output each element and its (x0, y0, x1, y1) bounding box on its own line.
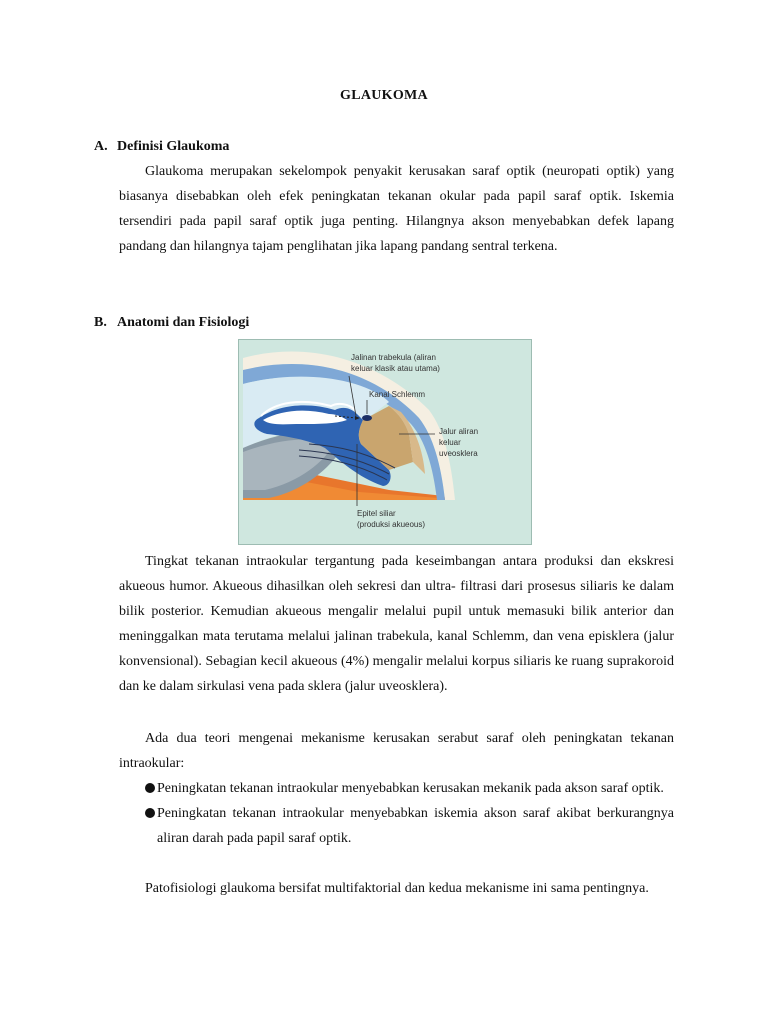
section-b-paragraph-3: Patofisiologi glaukoma bersifat multifaktorial dan kedua mekanisme ini sama pentingnya. (145, 881, 649, 896)
section-a-letter: A. (94, 139, 108, 154)
bullet-text: Peningkatan tekanan intraokular menyebabkan kerusakan mekanik pada akson saraf optik. (157, 781, 664, 796)
label-jalur-line1: Jalur aliran (439, 427, 479, 436)
section-b-paragraph-1: Tingkat tekanan intraokular tergantung pada keseimbangan antara produksi dan ekskresi akueous humor. Akueous dihasilkan oleh sekresi dan ultra- filtrasi dari prosesus siliaris ke dalam bilik posterior. Kemudian akueous mengalir melalui pupil untuk memasuki bilik anterior dan meninggalkan mata terutama melalui jalinan trabekula, kanal Schlemm, dan vena episklera (jalur konvensional). Sebagian kecil akueous (4%) mengalir melalui korpus siliaris ke ruang suprakoroid dan ke dalam sirkulasi vena pada sklera (jalur uveosklera). (119, 554, 674, 694)
section-a-heading-text: Definisi Glaukoma (117, 139, 230, 154)
bullet-dot-icon (145, 808, 155, 818)
section-b-heading-text: Anatomi dan Fisiologi (117, 315, 250, 330)
bullet-dot-icon (145, 783, 155, 793)
label-trabekula-line1: Jalinan trabekula (aliran (351, 353, 436, 362)
label-epitel-line2: (produksi akueous) (357, 520, 426, 529)
section-a-paragraph: Glaukoma merupakan sekelompok penyakit kerusakan saraf optik (neuropati optik) yang biasanya disebabkan oleh efek peningkatan tekanan okular pada papil saraf optik. Iskemia tersendiri pada papil saraf optik juga penting. Hilangnya akson menyebabkan defek lapang pandang dan hilangnya tajam penglihatan jika lapang pandang sentral terkena. (119, 164, 674, 254)
document-title: GLAUKOMA (340, 88, 428, 103)
list-item (145, 776, 674, 801)
section-b-letter: B. (94, 315, 107, 330)
section-b-heading (94, 315, 249, 331)
section-b-paragraph-2: Ada dua teori mengenai mekanisme kerusakan serabut saraf oleh peningkatan tekanan intraokular: (119, 731, 674, 771)
section-a-heading (94, 139, 229, 155)
list-item (145, 801, 674, 851)
theory-bullet-list (145, 776, 674, 851)
label-jalur-line2: keluar (439, 438, 461, 447)
eye-anatomy-illustration (239, 340, 531, 544)
label-epitel-line1: Epitel siliar (357, 509, 396, 518)
label-kanal-schlemm: Kanal Schlemm (369, 390, 426, 399)
eye-anatomy-figure (238, 339, 532, 545)
label-trabekula-line2: keluar klasik atau utama) (351, 364, 440, 373)
label-jalur-line3: uveosklera (439, 449, 478, 458)
bullet-text: Peningkatan tekanan intraokular menyebabkan iskemia akson saraf akibat berkurangnya aliran darah pada papil saraf optik. (157, 806, 674, 846)
